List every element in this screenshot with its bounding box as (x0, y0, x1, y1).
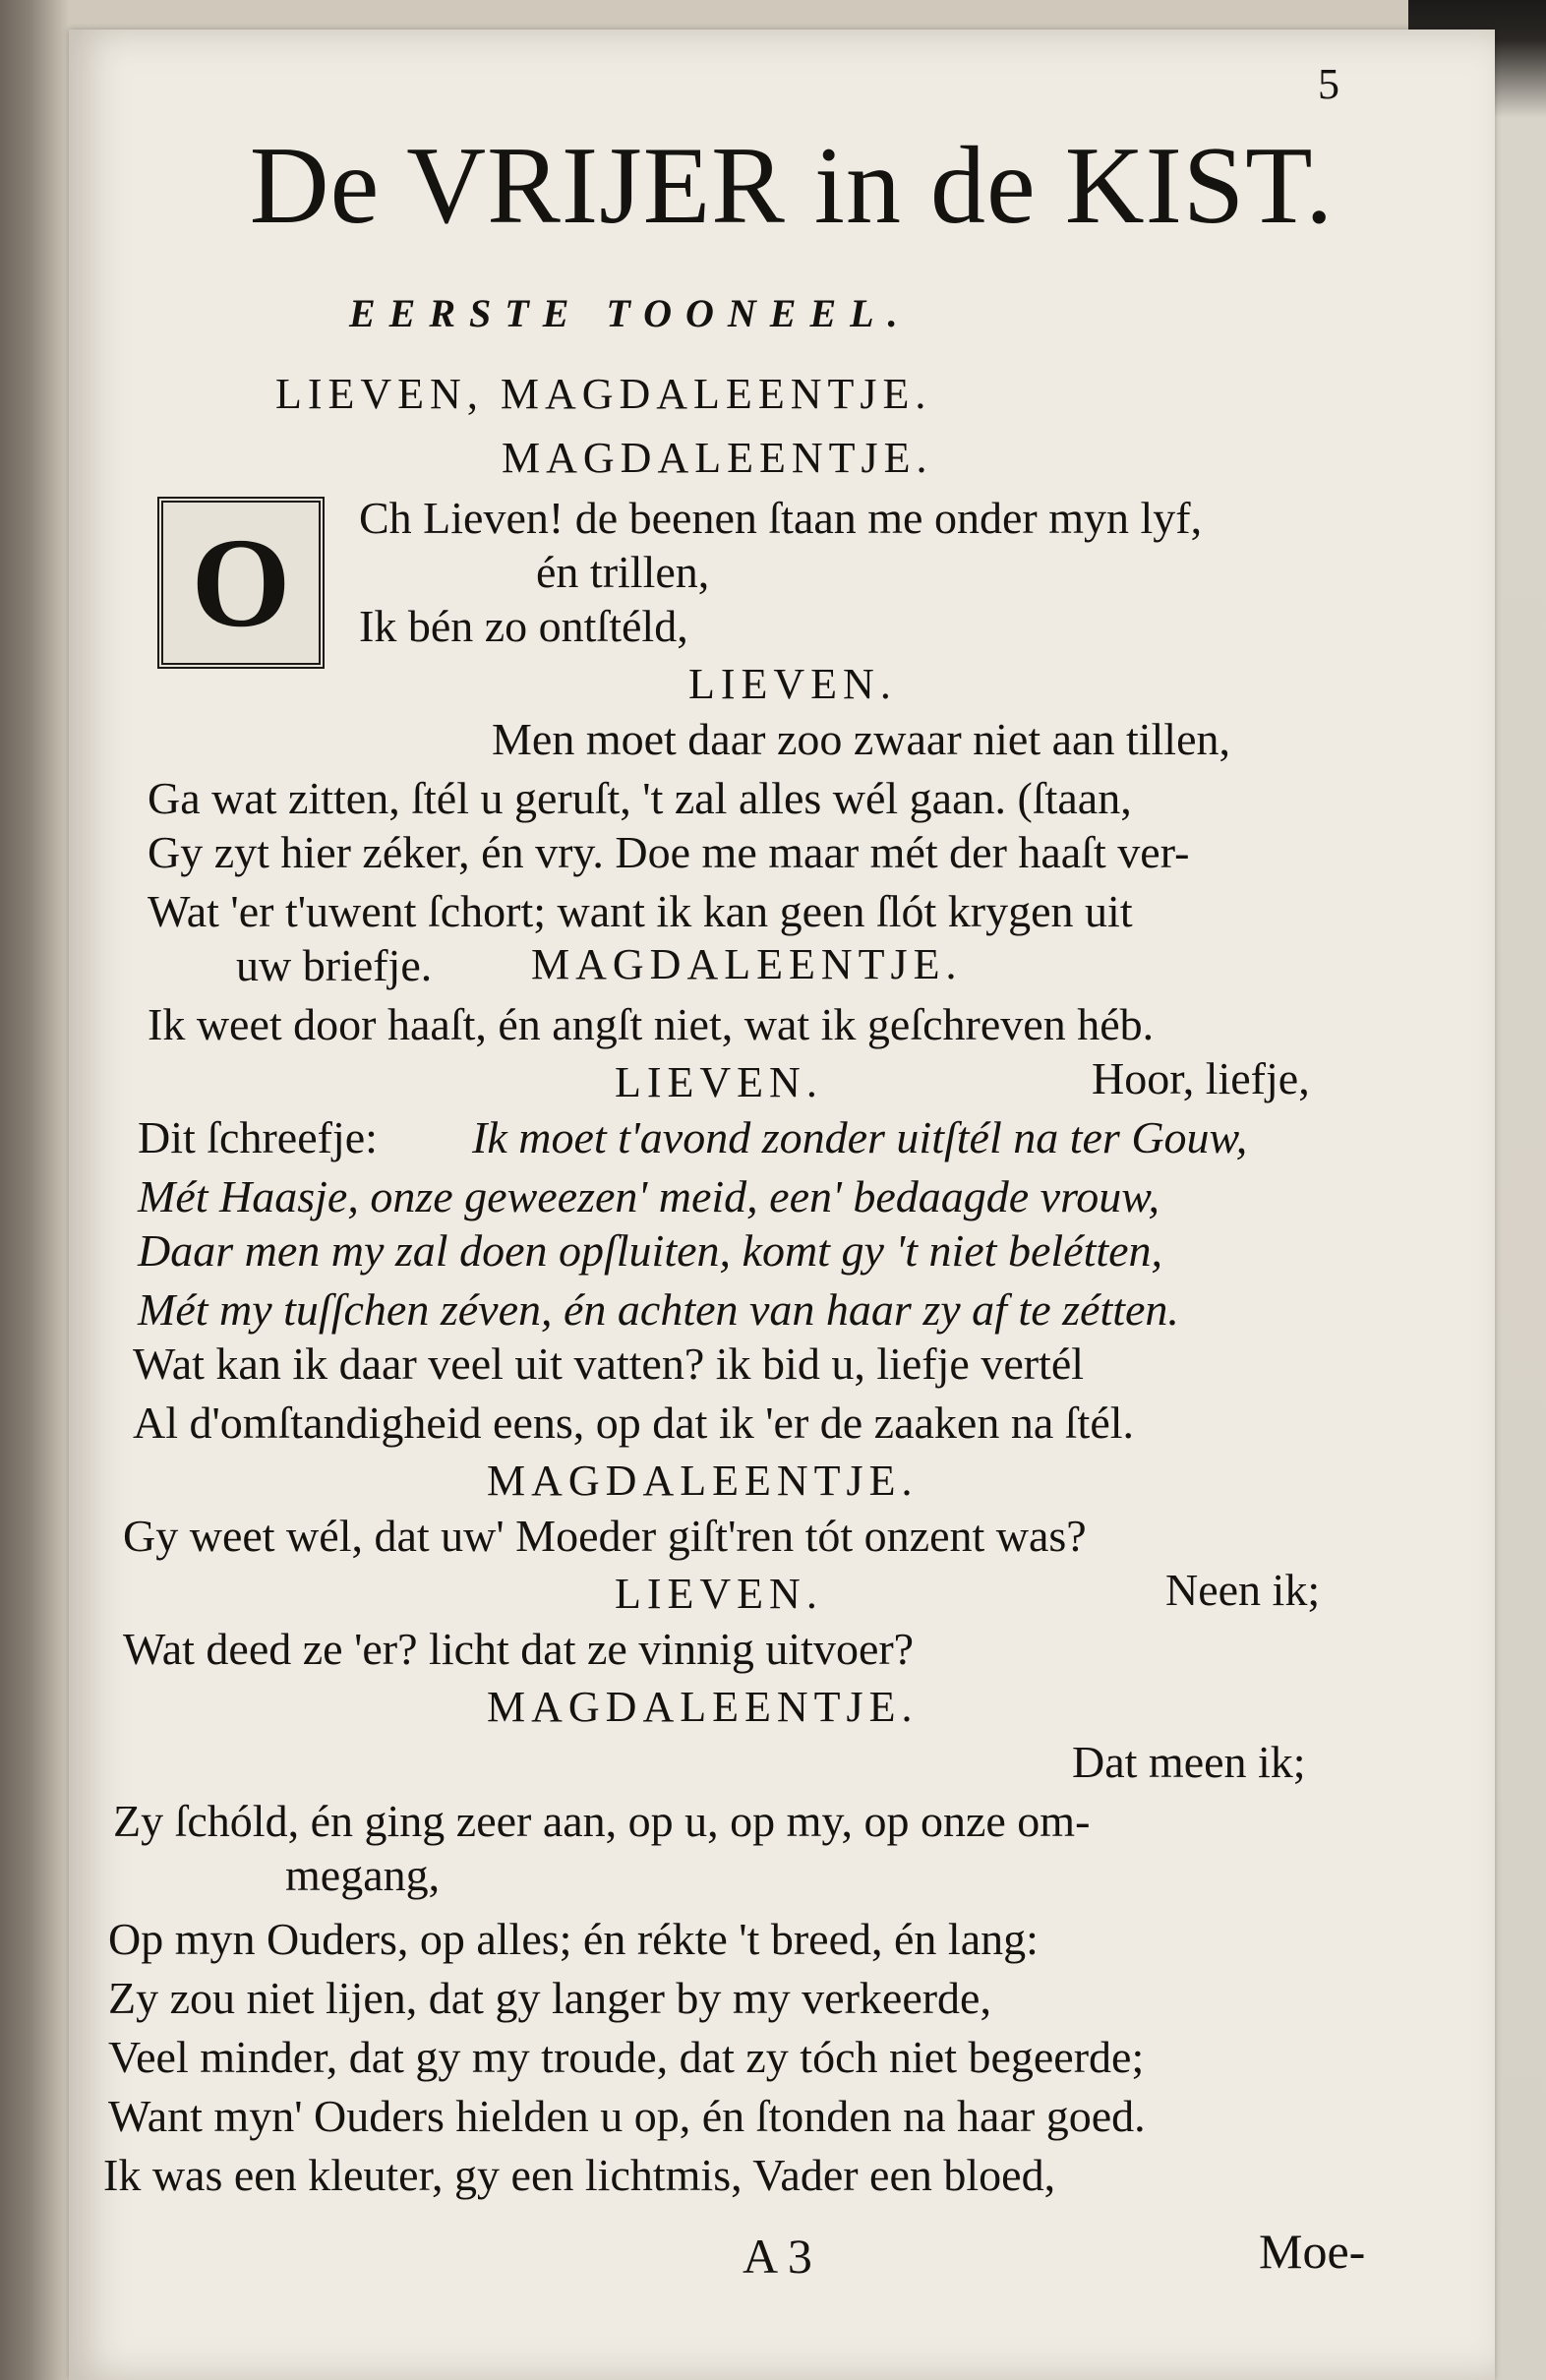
verse-line: Ik was een kleuter, gy een lichtmis, Vader een bloed, (103, 2150, 1056, 2200)
speaker-label: MAGDALEENTJE. (487, 1683, 919, 1731)
verse-line-italic: Ik moet t'avond zonder uitſtél na ter Gouw, (472, 1112, 1248, 1162)
verse-line: Dit ſchreefje: (138, 1112, 378, 1162)
verse-line: Wat kan ik daar veel uit vatten? ik bid u, liefje vertél (133, 1339, 1085, 1389)
verse-line: Ik weet door haaſt, én angſt niet, wat ik geſchreven héb. (148, 999, 1155, 1049)
verse-line: Want myn' Ouders hielden u op, én ſtonden na haar goed. (108, 2091, 1146, 2141)
verse-line: Ik bén zo ontſtéld, (359, 601, 688, 651)
verse-line: Veel minder, dat gy my troude, dat zy tóch niet begeerde; (108, 2032, 1145, 2082)
verse-line: Ga wat zitten, ſtél u geruſt, 't zal alles wél gaan. (ſtaan, (148, 773, 1132, 823)
verse-line: Men moet daar zoo zwaar niet aan tillen, (492, 714, 1231, 764)
verse-line: Neen ik; (1165, 1565, 1321, 1615)
page-number: 5 (1318, 60, 1339, 108)
verse-line: Dat meen ik; (1072, 1737, 1306, 1787)
scene-heading: EERSTE TOONEEL. (349, 291, 912, 335)
speaker-label: MAGDALEENTJE. (487, 1457, 919, 1505)
speaker-label: LIEVEN. (688, 660, 897, 708)
speaker-label: MAGDALEENTJE. (502, 434, 933, 482)
ornamental-drop-cap (157, 497, 325, 669)
verse-line: Gy weet wél, dat uw' Moeder giſt'ren tót onzent was? (123, 1511, 1087, 1561)
catchword: Moe- (1259, 2224, 1366, 2279)
speaker-label: LIEVEN. (615, 1058, 823, 1106)
page-title: De VRIJER in de KIST. (249, 125, 1335, 247)
verse-line: Wat deed ze 'er? licht dat ze vinnig uitvoer? (123, 1624, 915, 1674)
character-list: LIEVEN, MAGDALEENTJE. (275, 370, 932, 418)
verse-line: Zy zou niet lijen, dat gy langer by my verkeerde, (108, 1973, 991, 2023)
speaker-label: MAGDALEENTJE. (531, 940, 963, 988)
signature-mark: A 3 (743, 2229, 812, 2284)
verse-line: Ch Lieven! de beenen ſtaan me onder myn lyf, (359, 493, 1203, 543)
verse-line: Al d'omſtandigheid eens, op dat ik 'er de zaaken na ſtél. (133, 1398, 1135, 1448)
book-page (69, 30, 1495, 2380)
verse-line: Hoor, liefje, (1092, 1053, 1310, 1103)
verse-line: Op myn Ouders, op alles; én rékte 't breed, én lang: (108, 1914, 1039, 1964)
verse-line-italic: Mét my tuſſchen zéven, én achten van haar zy af te zétten. (138, 1284, 1179, 1335)
verse-line: Zy ſchóld, én ging zeer aan, op u, op my, op onze om- (113, 1796, 1091, 1846)
speaker-label: LIEVEN. (615, 1570, 823, 1618)
verse-line: Wat 'er t'uwent ſchort; want ik kan geen ſlót krygen uit (148, 886, 1133, 936)
verse-line-italic: Mét Haasje, onze geweezen' meid, een' bedaagde vrouw, (138, 1171, 1160, 1221)
verse-line: uw briefje. (236, 940, 433, 990)
verse-line-italic: Daar men my zal doen opſluiten, komt gy 't niet belétten, (138, 1225, 1163, 1276)
verse-line: megang, (285, 1850, 441, 1900)
verse-line: én trillen, (536, 547, 710, 597)
drop-cap-letter: O (191, 511, 291, 654)
verse-line: Gy zyt hier zéker, én vry. Doe me maar mét der haaſt ver- (148, 827, 1190, 877)
